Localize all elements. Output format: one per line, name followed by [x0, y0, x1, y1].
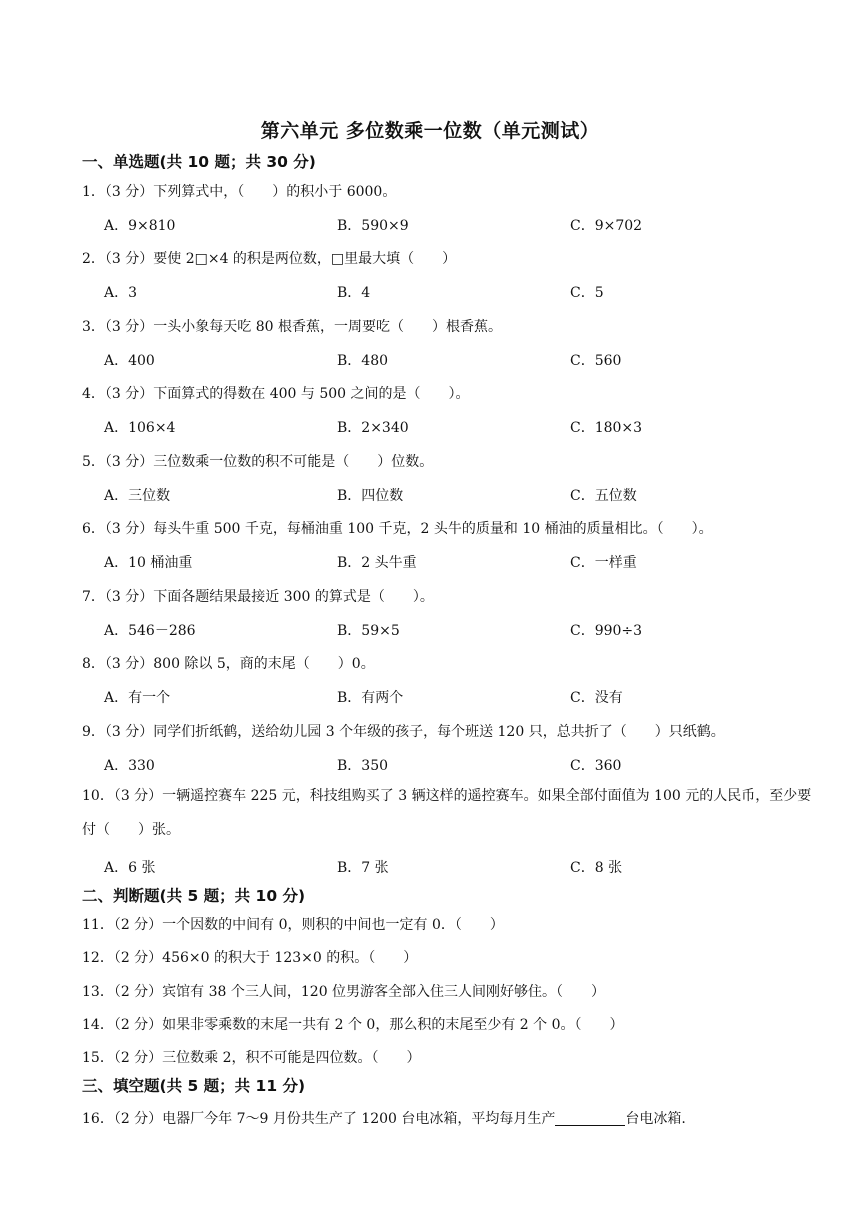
- option-8c[interactable]: C．没有: [570, 690, 623, 706]
- question-2: 2．（3 分）要使 2□×4 的积是两位数，□里最大填（ ）: [82, 251, 457, 267]
- option-5a[interactable]: A．三位数: [104, 488, 171, 504]
- question-6: 6．（3 分）每头牛重 500 千克，每桶油重 100 千克，2 头牛的质量和 10 桶油的质量相比。（ ）。: [82, 521, 713, 537]
- question-15: 15．（2 分）三位数乘 2，积不可能是四位数。（ ）: [82, 1050, 421, 1066]
- option-7a[interactable]: A．546－286: [104, 623, 196, 639]
- option-6a[interactable]: A．10 桶油重: [104, 555, 193, 571]
- question-14: 14．（2 分）如果非零乘数的末尾一共有 2 个 0，那么积的末尾至少有 2 个 0。（ ）: [82, 1017, 624, 1033]
- question-16: [82, 1108, 686, 1128]
- question-9: 9．（3 分）同学们折纸鹤，送给幼儿园 3 个年级的孩子，每个班送 120 只，总共折了（ ）只纸鹤。: [82, 724, 725, 740]
- option-3c[interactable]: C．560: [570, 353, 622, 369]
- option-3a[interactable]: A．400: [104, 353, 155, 369]
- option-8b[interactable]: B．有两个: [337, 690, 404, 706]
- option-4a[interactable]: A．106×4: [104, 420, 176, 436]
- section-heading-single-choice: 一、单选题(共 10 题；共 30 分): [82, 153, 316, 171]
- option-2a[interactable]: A．3: [104, 285, 138, 301]
- option-4c[interactable]: C．180×3: [570, 420, 643, 436]
- question-8: 8．（3 分）800 除以 5，商的末尾（ ）0。: [82, 656, 375, 672]
- option-7c[interactable]: C．990÷3: [570, 623, 643, 639]
- page-title: 第六单元 多位数乘一位数（单元测试）: [260, 120, 600, 142]
- section-heading-judgment: 二、判断题(共 5 题；共 10 分): [82, 887, 306, 905]
- option-9c[interactable]: C．360: [570, 758, 622, 774]
- option-1a[interactable]: A．9×810: [104, 218, 176, 234]
- question-11: 11．（2 分）一个因数的中间有 0，则积的中间也一定有 0．（ ）: [82, 917, 504, 933]
- question-10: 10．（3 分）一辆遥控赛车 225 元，科技组购买了 3 辆这样的遥控赛车。如果全部付面值为 100 元的人民币，至少要付（ ）张。: [82, 788, 812, 838]
- section-heading-fill-blank: 三、填空题(共 5 题；共 11 分): [82, 1077, 306, 1095]
- option-1b[interactable]: B．590×9: [337, 218, 409, 234]
- option-10c[interactable]: C．8 张: [570, 860, 623, 876]
- option-10a[interactable]: A．6 张: [104, 860, 156, 876]
- question-5: 5．（3 分）三位数乘一位数的积不可能是（ ）位数。: [82, 454, 434, 470]
- answer-blank[interactable]: [555, 1111, 625, 1126]
- question-7: 7．（3 分）下面各题结果最接近 300 的算式是（ ）。: [82, 589, 434, 605]
- option-8a[interactable]: A．有一个: [104, 690, 171, 706]
- option-6c[interactable]: C．一样重: [570, 555, 637, 571]
- option-3b[interactable]: B．480: [337, 353, 389, 369]
- option-7b[interactable]: B．59×5: [337, 623, 400, 639]
- option-10b[interactable]: B．7 张: [337, 860, 389, 876]
- option-5b[interactable]: B．四位数: [337, 488, 404, 504]
- question-12: 12．（2 分）456×0 的积大于 123×0 的积。（ ）: [82, 950, 418, 966]
- option-2c[interactable]: C．5: [570, 285, 604, 301]
- option-1c[interactable]: C．9×702: [570, 218, 643, 234]
- option-9a[interactable]: A．330: [104, 758, 155, 774]
- question-13: 13．（2 分）宾馆有 38 个三人间，120 位男游客全部入住三人间刚好够住。（ ）: [82, 984, 606, 1000]
- question-1: 1．（3 分）下列算式中，（ ）的积小于 6000。: [82, 184, 397, 200]
- question-16-suffix: 台电冰箱.: [625, 1111, 686, 1127]
- option-6b[interactable]: B．2 头牛重: [337, 555, 417, 571]
- question-4: 4．（3 分）下面算式的得数在 400 与 500 之间的是（ ）。: [82, 386, 470, 402]
- option-5c[interactable]: C．五位数: [570, 488, 637, 504]
- question-16-text: 16．（2 分）电器厂今年 7～9 月份共生产了 1200 台电冰箱，平均每月生产: [82, 1111, 556, 1127]
- option-9b[interactable]: B．350: [337, 758, 389, 774]
- question-3: 3．（3 分）一头小象每天吃 80 根香蕉，一周要吃（ ）根香蕉。: [82, 319, 502, 335]
- option-4b[interactable]: B．2×340: [337, 420, 409, 436]
- option-2b[interactable]: B．4: [337, 285, 371, 301]
